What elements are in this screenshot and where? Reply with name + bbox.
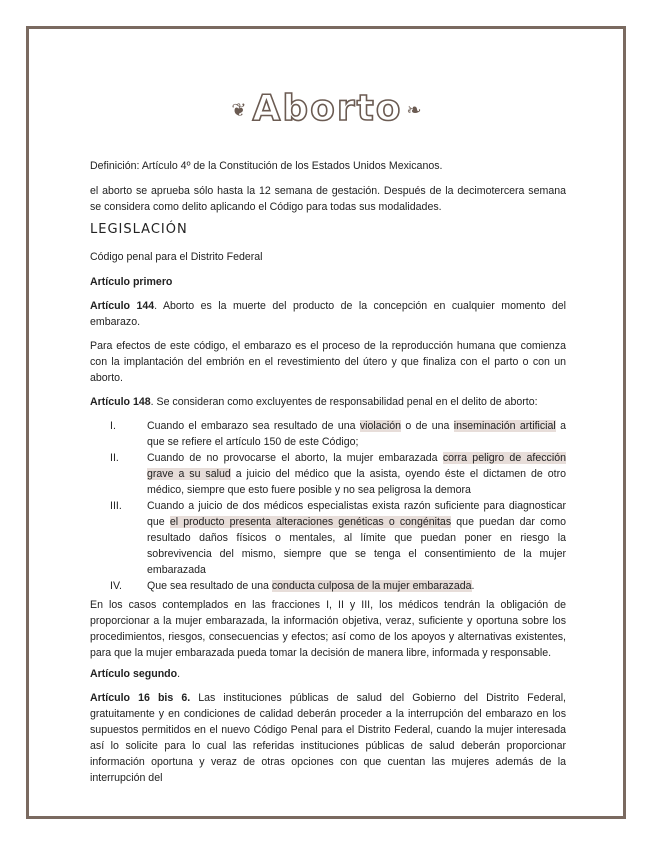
- list-item: [90, 450, 566, 498]
- list-text: Cuando el embarazo sea resultado de una: [147, 420, 360, 432]
- left-ornament-icon: ❦: [231, 99, 249, 121]
- cases-paragraph: En los casos contemplados en las fracciones I, II y III, los médicos tendrán la obligación de proporcionar a la mujer embarazada, la información objetiva, veraz, suficiente y oportuna sobre los procedimientos, riesgos, consecuencias y efectos; así como de los apoyos y alternativas existentes, para que la mujer embarazada pueda tomar la decisión de manera libre, informada y responsable.: [90, 599, 566, 659]
- definition-line: Definición: Artículo 4º de la Constitución de los Estados Unidos Mexicanos.: [90, 160, 443, 172]
- list-number: I.: [110, 420, 116, 432]
- list-number: III.: [110, 500, 122, 512]
- highlight: inseminación artificial: [453, 420, 556, 432]
- article-second-dot: .: [177, 668, 181, 680]
- exclusions-list: [90, 418, 566, 594]
- list-text: Cuando de no provocarse el aborto, la mujer embarazada: [147, 452, 443, 464]
- right-ornament-icon: ❧: [406, 99, 424, 121]
- list-text: Cuando a juicio de dos médicos especialistas exista razón suficiente para diagnosticar que: [147, 500, 566, 528]
- article-148-text: . Se consideran como excluyentes de responsabilidad penal en el delito de aborto:: [150, 396, 538, 408]
- title-area: [0, 88, 655, 129]
- highlight: violación: [359, 420, 402, 432]
- article-144-label: Artículo 144: [90, 300, 155, 312]
- article-144: [90, 298, 566, 330]
- article-16-bis-6: [90, 690, 566, 786]
- list-number: IV.: [110, 580, 122, 592]
- list-text: que puedan dar como resultado daños físicos o mentales, al límite que puedan poner en riesgo la sobrevivencia del mismo, siempre que se tenga el consentimiento de la mujer embarazada: [147, 516, 567, 576]
- article-first-label: Artículo primero: [90, 276, 173, 288]
- article-148: [90, 394, 566, 410]
- list-number: II.: [110, 452, 119, 464]
- highlight: el producto presenta alteraciones genéticas o congénitas: [169, 516, 452, 528]
- article-second-heading: [90, 666, 566, 682]
- article-144-text: . Aborto es la muerte del producto de la concepción en cualquier momento del embarazo.: [90, 300, 567, 328]
- highlight: corra peligro de afección grave a su salud: [147, 452, 566, 480]
- code-name: Código penal para el Distrito Federal: [90, 251, 263, 263]
- pregnancy-definition: Para efectos de este código, el embarazo es el proceso de la reproducción humana que comienza con la implantación del embrión en el revestimiento del útero y que finaliza con el parto o con un aborto.: [90, 340, 566, 384]
- list-text: o de una: [401, 420, 454, 432]
- list-item: [90, 578, 566, 594]
- legislation-heading: LEGISLACIÓN: [90, 222, 188, 237]
- list-item: [90, 418, 566, 450]
- title-text: Aborto: [252, 88, 403, 129]
- highlight: conducta culposa de la mujer embarazada: [271, 580, 472, 592]
- article-second-label: Artículo segundo: [90, 668, 178, 680]
- definition-body: el aborto se aprueba sólo hasta la 12 semana de gestación. Después de la decimotercera semana se considera como delito aplicando el Código para todas sus modalidades.: [90, 185, 566, 213]
- article-first-heading: [90, 274, 566, 290]
- article-148-label: Artículo 148: [90, 396, 151, 408]
- list-text: Que sea resultado de una: [147, 580, 272, 592]
- list-item: [90, 498, 566, 578]
- list-text: .: [471, 580, 475, 592]
- article-16-label: Artículo 16 bis 6.: [90, 692, 191, 704]
- list-text: a que se refiere el artículo 150 de este Código;: [147, 420, 566, 448]
- page-title: [227, 88, 427, 129]
- article-16-text: Las instituciones públicas de salud del Gobierno del Distrito Federal, gratuitamente y en condiciones de calidad deberán proceder a la interrupción del embarazo en los supuestos permitidos en el nuevo Código Penal para el Distrito Federal, cuando la mujer interesada así lo solicite para lo cual las referidas instituciones públicas de salud deberán proporcionar información oportuna y veraz de otras opciones con que cuentan las mujeres además de la interrupción del: [90, 692, 566, 784]
- list-text: a juicio del médico que la asista, oyendo éste el dictamen de otro médico, siempre que esto fuere posible y no sea peligrosa la demora: [147, 468, 566, 496]
